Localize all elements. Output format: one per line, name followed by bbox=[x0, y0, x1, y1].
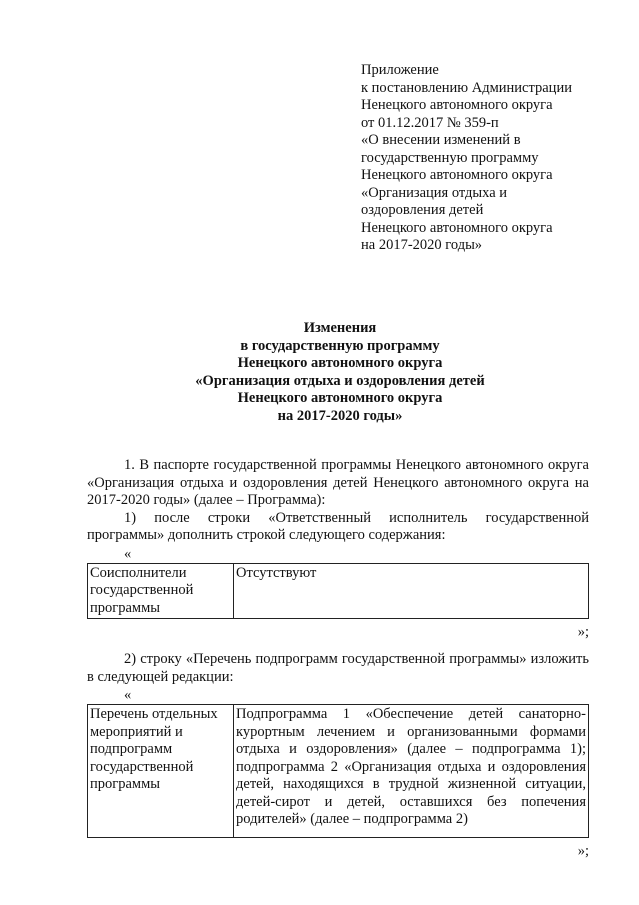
table-row bbox=[88, 563, 589, 619]
appendix-line: Ненецкого автономного округа bbox=[361, 219, 553, 236]
paragraph-1: 1. В паспорте государственной программы Ненецкого автономного округа «Организация отдыха и оздоровления детей Ненецкого автономного округа на 2017-2020 годы» (далее – Программа): bbox=[87, 457, 589, 508]
appendix-line: на 2017-2020 годы» bbox=[361, 237, 483, 253]
appendix-line: оздоровления детей bbox=[361, 202, 484, 218]
subprograms-table bbox=[87, 704, 589, 838]
paragraph-3: 2) строку «Перечень подпрограмм государственной программы» изложить в следующей редакции: bbox=[87, 651, 589, 685]
document-title bbox=[60, 320, 620, 425]
appendix-header bbox=[361, 62, 572, 255]
cosponsors-table bbox=[87, 563, 589, 620]
closing-quote: »; bbox=[577, 843, 589, 859]
appendix-line: Ненецкого автономного округа bbox=[361, 167, 553, 183]
table-value-cell: Отсутствуют bbox=[234, 563, 589, 619]
closing-quote: »; bbox=[577, 624, 589, 640]
paragraph-2: 1) после строки «Ответственный исполнитель государственной программы» дополнить строкой следующего содержания: bbox=[87, 509, 589, 543]
table-row bbox=[88, 705, 589, 838]
appendix-line: «О внесении изменений в bbox=[361, 132, 521, 148]
title-line: в государственную программу bbox=[240, 337, 440, 354]
appendix-line: «Организация отдыха и bbox=[361, 184, 508, 201]
title-line: Изменения bbox=[303, 320, 377, 336]
table-value-cell: Подпрограмма 1 «Обеспечение детей санаторно-курортным лечением и организованными формами отдыха и оздоровления» (далее – подпрограмма 1); подпрограмма 2 «Организация отдыха и оздоровления детей, находящихся в трудной жизненной ситуации, детей-сирот и детей, оставшихся без попечения родителей» (далее – подпрограмма 2) bbox=[234, 705, 589, 838]
title-line: Ненецкого автономного округа bbox=[237, 355, 443, 371]
appendix-line: государственную программу bbox=[361, 149, 539, 166]
appendix-line: от 01.12.2017 № 359-п bbox=[361, 114, 499, 131]
opening-quote: « bbox=[124, 687, 132, 703]
table-label-cell: Перечень отдельных мероприятий и подпрограмм государственной программы bbox=[88, 705, 234, 838]
title-line: на 2017-2020 годы» bbox=[277, 407, 403, 424]
opening-quote: « bbox=[124, 545, 132, 562]
appendix-line: Приложение bbox=[361, 62, 439, 78]
table-label-cell: Соисполнители государственной программы bbox=[88, 563, 234, 619]
title-line: «Организация отдыха и оздоровления детей bbox=[195, 372, 485, 389]
appendix-line: к постановлению Администрации bbox=[361, 79, 572, 96]
title-line: Ненецкого автономного округа bbox=[237, 390, 443, 406]
document-body bbox=[87, 457, 589, 860]
appendix-line: Ненецкого автономного округа bbox=[361, 97, 553, 113]
